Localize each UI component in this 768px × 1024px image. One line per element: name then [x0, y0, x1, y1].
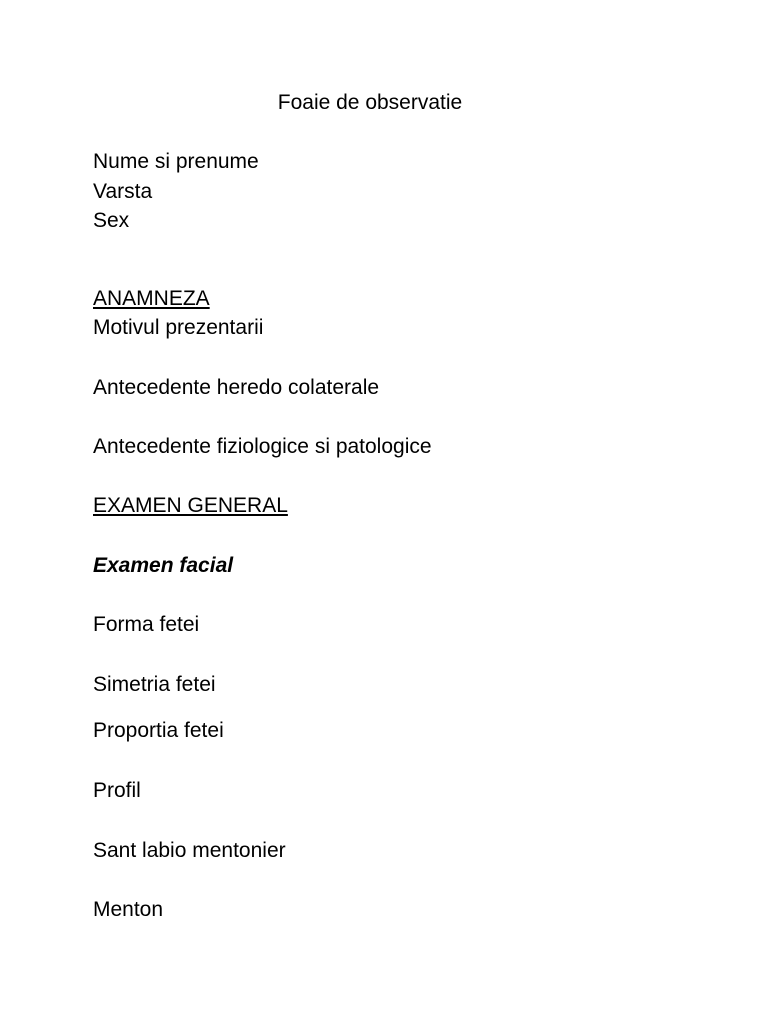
field-nume-prenume: Nume si prenume: [93, 150, 259, 173]
section-heading-anamneza: ANAMNEZA: [93, 287, 210, 310]
anamneza-item: Motivul prezentarii: [93, 316, 264, 339]
document-title: Foaie de observatie: [277, 91, 463, 114]
facial-item: Profil: [93, 779, 141, 802]
anamneza-item: Antecedente heredo colaterale: [93, 376, 380, 399]
facial-item: Proportia fetei: [93, 719, 224, 742]
facial-item: Forma fetei: [93, 613, 200, 636]
anamneza-item: Antecedente fiziologice si patologice: [93, 435, 432, 458]
section-heading-examen-general: EXAMEN GENERAL: [93, 494, 288, 517]
facial-item: Sant labio mentonier: [93, 839, 286, 862]
field-varsta: Varsta: [93, 180, 153, 203]
subsection-heading-examen-facial: Examen facial: [93, 554, 234, 577]
facial-item: Simetria fetei: [93, 673, 216, 696]
field-sex: Sex: [93, 209, 130, 232]
facial-item: Menton: [93, 898, 164, 921]
